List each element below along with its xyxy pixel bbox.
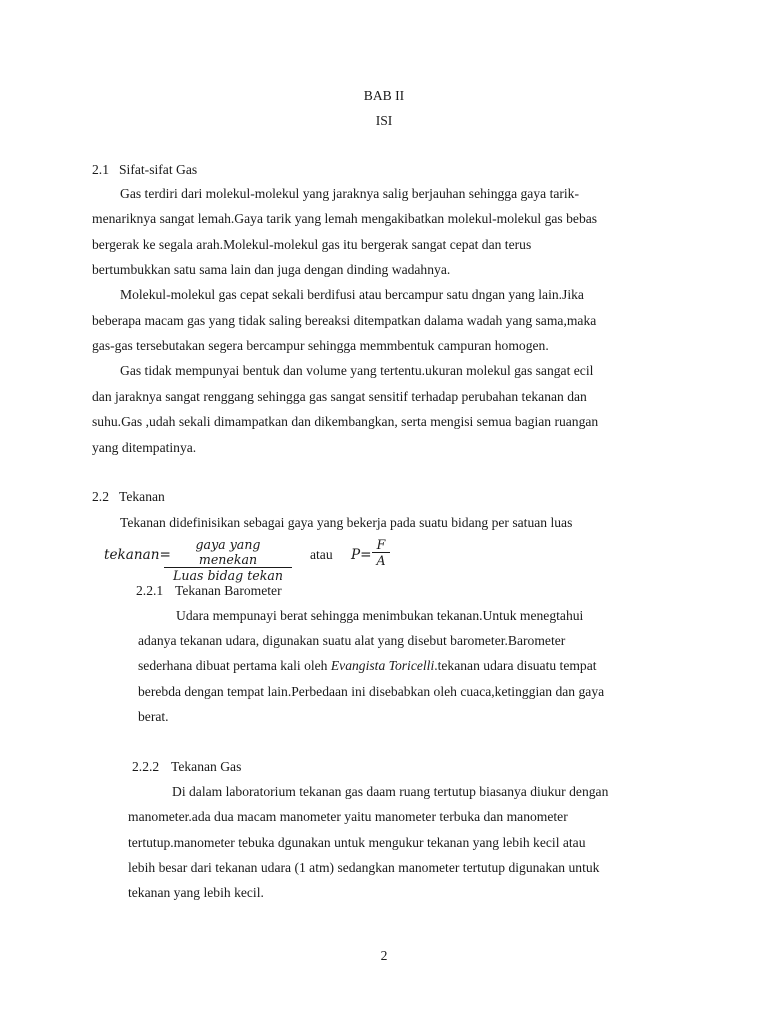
section-2-2-2-number: 2.2.2 [132,759,160,774]
paragraph-line: menariknya sangat lemah.Gaya tarik yang lemah mengakibatkan molekul-molekul gas bebas [92,211,598,226]
paragraph-line: manometer.ada dua macam manometer yaitu manometer terbuka dan manometer [128,809,568,824]
paragraph-line: Di dalam laboratorium tekanan gas daam ruang tertutup biasanya diukur dengan [172,784,609,799]
paragraph-line [138,658,597,674]
formula-rhs-lhs: P= [351,547,372,563]
section-2-2-title: Tekanan [119,489,165,504]
paragraph-line: lebih besar dari tekanan udara (1 atm) sedangkan manometer tertutup digunakan untuk [128,860,600,875]
formula-rhs-numerator: F [376,537,386,552]
paragraph-line: Molekul-molekul gas cepat sekali berdifusi atau bercampur satu dngan yang lain.Jika [120,287,584,302]
author-name: Evangista Toricelli [330,658,435,673]
formula-connector: atau [310,547,333,562]
paragraph-line: bergerak ke segala arah.Molekul-molekul gas itu bergerak sangat cepat dan terus [92,237,532,252]
paragraph-line: adanya tekanan udara, digunakan suatu alat yang disebut barometer.Barometer [138,633,566,648]
formula-rhs-fraction [372,537,390,568]
section-2-2-2-title: Tekanan Gas [171,759,242,774]
text-segment: .tekanan udara disuatu tempat [434,658,597,673]
formula-rhs-denominator: A [372,552,390,568]
page-number: 2 [380,948,388,963]
paragraph-line: tekanan yang lebih kecil. [128,885,264,900]
formula-fraction [164,537,292,583]
paragraph-line: yang ditempatinya. [92,440,197,455]
text-segment: sederhana dibuat pertama kali oleh [138,658,331,673]
formula-numerator: gaya yang menekan [195,537,261,567]
paragraph-line: gas-gas tersebutakan segera bercampur sehingga memmbentuk campuran homogen. [92,338,549,353]
paragraph-line: Gas terdiri dari molekul-molekul yang jaraknya salig berjauhan sehingga gaya tarik- [120,186,580,201]
chapter-label: BAB II [363,88,405,103]
paragraph-line: Gas tidak mempunyai bentuk dan volume yang tertentu.ukuran molekul gas sangat ecil [120,363,594,378]
paragraph-line: tertutup.manometer tebuka dgunakan untuk mengukur tekanan yang lebih kecil atau [128,835,586,850]
formula-lhs: tekanan= [104,547,171,563]
paragraph-line: bertumbukkan satu sama lain dan juga dengan dinding wadahnya. [92,262,451,277]
paragraph-line: Tekanan didefinisikan sebagai gaya yang bekerja pada suatu bidang per satuan luas [120,515,573,530]
section-2-2-1-number: 2.2.1 [136,583,164,598]
paragraph-line: beberapa macam gas yang tidak saling bereaksi ditempatkan dalama wadah yang sama,maka [92,313,597,328]
paragraph-line: berebda dengan tempat lain.Perbedaan ini disebabkan oleh cuaca,ketinggian dan gaya [138,684,605,699]
paragraph-line: dan jaraknya sangat renggang sehingga gas sangat sensitif terhadap perubahan tekanan dan [92,389,587,404]
section-2-1-number: 2.1 [92,162,109,177]
paragraph-line: berat. [138,709,169,724]
paragraph-line: suhu.Gas ,udah sekali dimampatkan dan dikembangkan, serta mengisi semua bagian ruangan [92,414,599,429]
paragraph-line: Udara mempunayi berat sehingga menimbukan tekanan.Untuk menegtahui [176,608,584,623]
section-2-2-number: 2.2 [92,489,109,504]
section-2-1-title: Sifat-sifat Gas [119,162,198,177]
chapter-title: ISI [375,113,393,128]
formula-denominator: Luas bidag tekan [164,567,292,583]
section-2-2-1-title: Tekanan Barometer [175,583,282,598]
